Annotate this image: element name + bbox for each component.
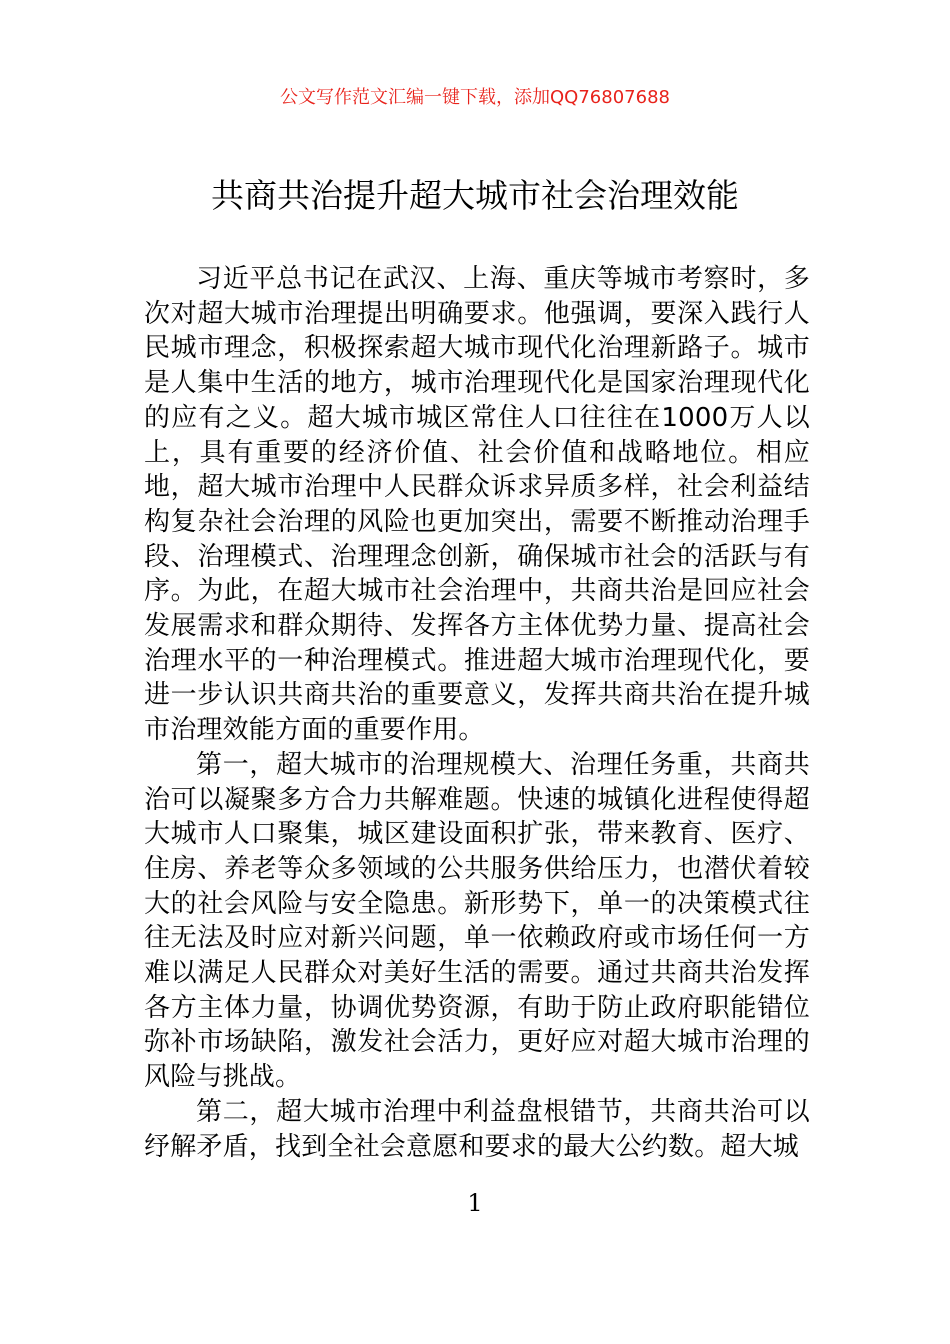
body-paragraph-1: 习近平总书记在武汉、上海、重庆等城市考察时，多次对超大城市治理提出明确要求。他强调，要深入践行人民城市理念，积极探索超大城市现代化治理新路子。城市是人集中生活的地方，城市治理现代化是国家治理现代化的应有之义。超大城市城区常住人口往往在1000万人以上，具有重要的经济价值、社会价值和战略地位。相应地，超大城市治理中人民群众诉求异质多样，社会利益结构复杂社会治理的风险也更加突出，需要不断推动治理手段、治理模式、治理理念创新，确保城市社会的活跃与有序。为此，在超大城市社会治理中，共商共治是回应社会发展需求和群众期待、发挥各方主体优势力量、提高社会治理水平的一种治理模式。推进超大城市治理现代化，要进一步认识共商共治的重要意义，发挥共商共治在提升城市治理效能方面的重要作用。 (144, 264, 810, 746)
document-title: 共商共治提升超大城市社会治理效能 (211, 176, 739, 215)
page-number: 1 (467, 1189, 483, 1217)
body-paragraph-2: 第一，超大城市的治理规模大、治理任务重，共商共治可以凝聚多方合力共解难题。快速的城镇化进程使得超大城市人口聚集，城区建设面积扩张，带来教育、医疗、住房、养老等众多领域的公共服务供给压力，也潜伏着较大的社会风险与安全隐患。新形势下，单一的决策模式往往无法及时应对新兴问题，单一依赖政府或市场任何一方难以满足人民群众对美好生活的需要。通过共商共治发挥各方主体力量，协调优势资源，有助于防止政府职能错位弥补市场缺陷，激发社会活力，更好应对超大城市治理的风险与挑战。 (144, 749, 810, 1093)
document-body (144, 262, 810, 1164)
header-ad-text: 公文写作范文汇编一键下载，添加QQ76807688 (280, 87, 670, 108)
body-paragraph-3: 第二，超大城市治理中利益盘根错节，共商共治可以纾解矛盾，找到全社会意愿和要求的最大公约数。超大城 (144, 1096, 810, 1162)
